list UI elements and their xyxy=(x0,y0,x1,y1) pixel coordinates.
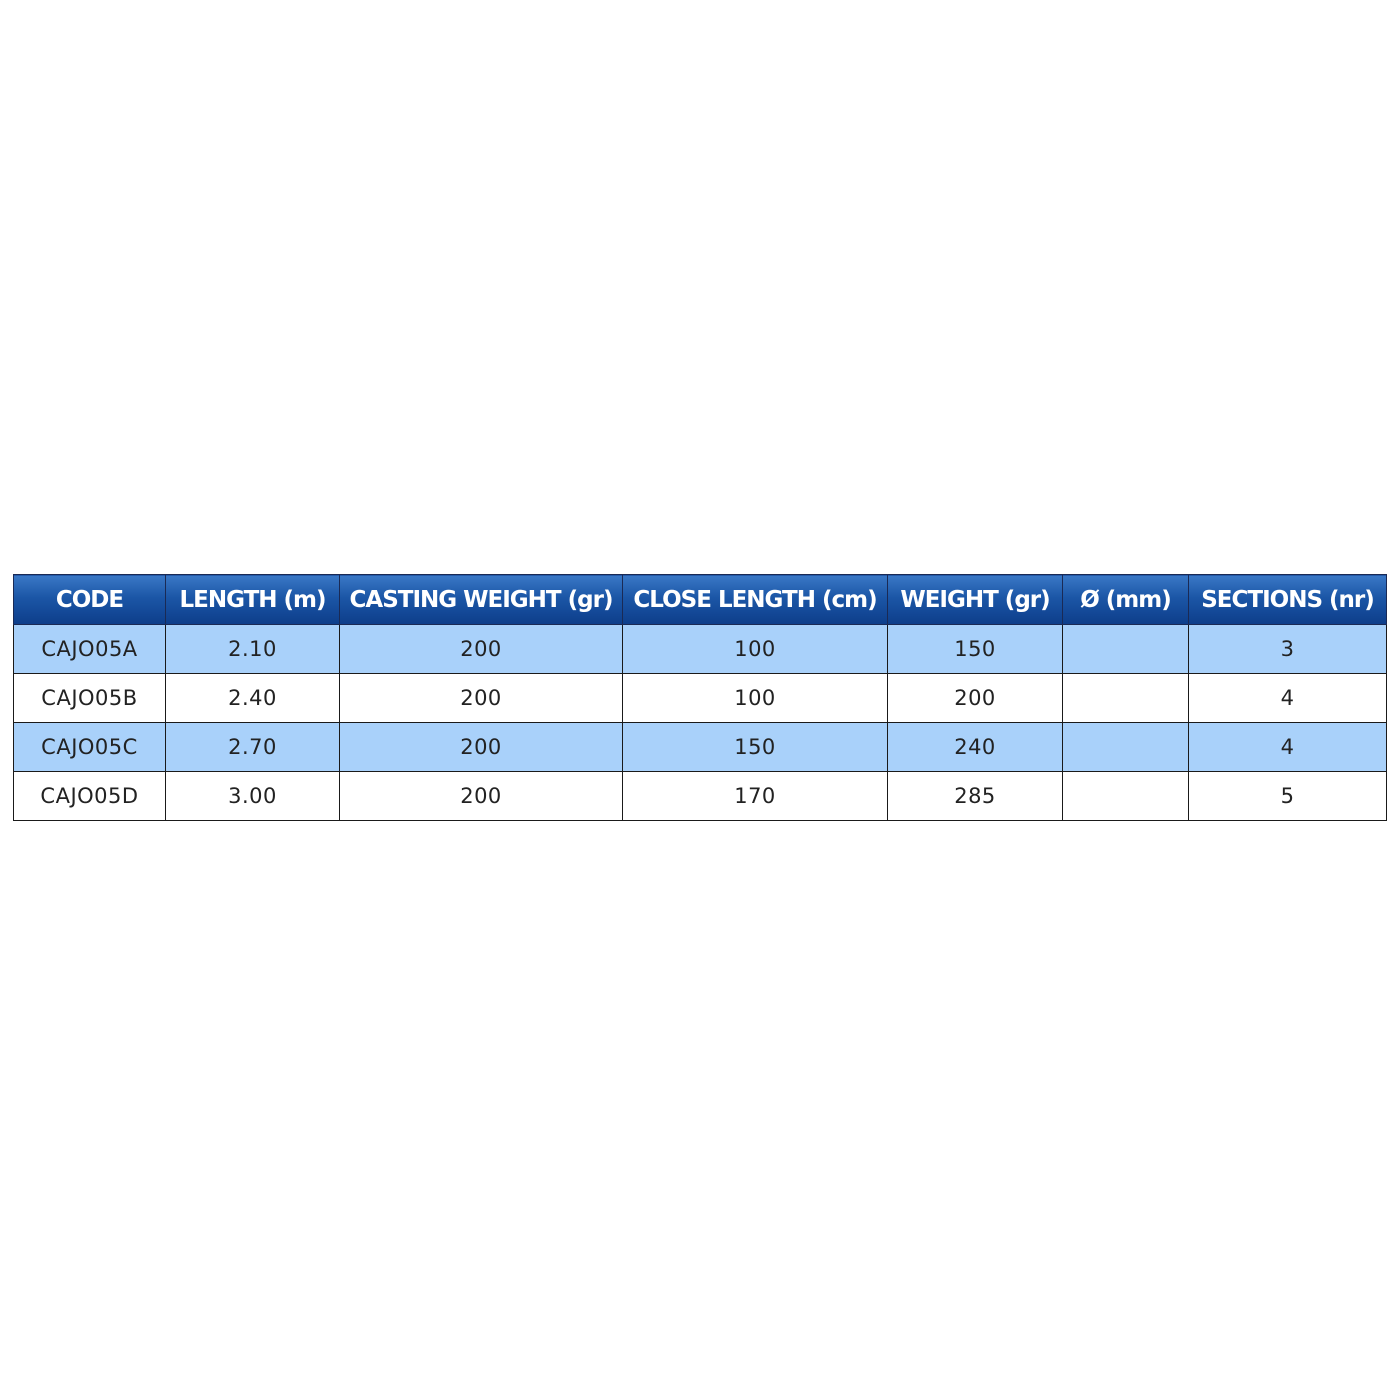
cell-sections: 5 xyxy=(1189,772,1387,821)
cell-length: 3.00 xyxy=(166,772,340,821)
cell-code: CAJO05D xyxy=(14,772,166,821)
cell-length: 2.10 xyxy=(166,625,340,674)
header-diameter: Ø (mm) xyxy=(1063,575,1189,625)
cell-weight: 285 xyxy=(888,772,1063,821)
header-close-length: CLOSE LENGTH (cm) xyxy=(623,575,888,625)
table-row xyxy=(14,625,1387,674)
cell-length: 2.70 xyxy=(166,723,340,772)
table-row xyxy=(14,772,1387,821)
spec-table xyxy=(13,574,1387,821)
spec-table-body xyxy=(14,625,1387,821)
cell-casting-weight: 200 xyxy=(340,772,623,821)
cell-sections: 4 xyxy=(1189,674,1387,723)
cell-casting-weight: 200 xyxy=(340,723,623,772)
header-sections: SECTIONS (nr) xyxy=(1189,575,1387,625)
spec-table-header xyxy=(14,575,1387,625)
cell-diameter xyxy=(1063,723,1189,772)
cell-close-length: 100 xyxy=(623,625,888,674)
cell-sections: 4 xyxy=(1189,723,1387,772)
table-row xyxy=(14,723,1387,772)
cell-code: CAJO05A xyxy=(14,625,166,674)
table-row xyxy=(14,674,1387,723)
cell-weight: 200 xyxy=(888,674,1063,723)
header-code: CODE xyxy=(14,575,166,625)
cell-length: 2.40 xyxy=(166,674,340,723)
cell-diameter xyxy=(1063,772,1189,821)
cell-casting-weight: 200 xyxy=(340,625,623,674)
cell-casting-weight: 200 xyxy=(340,674,623,723)
cell-diameter xyxy=(1063,625,1189,674)
header-casting-weight: CASTING WEIGHT (gr) xyxy=(340,575,623,625)
header-weight: WEIGHT (gr) xyxy=(888,575,1063,625)
cell-diameter xyxy=(1063,674,1189,723)
cell-close-length: 170 xyxy=(623,772,888,821)
header-row xyxy=(14,575,1387,625)
header-length: LENGTH (m) xyxy=(166,575,340,625)
cell-close-length: 100 xyxy=(623,674,888,723)
cell-sections: 3 xyxy=(1189,625,1387,674)
cell-close-length: 150 xyxy=(623,723,888,772)
cell-weight: 150 xyxy=(888,625,1063,674)
cell-weight: 240 xyxy=(888,723,1063,772)
cell-code: CAJO05C xyxy=(14,723,166,772)
cell-code: CAJO05B xyxy=(14,674,166,723)
